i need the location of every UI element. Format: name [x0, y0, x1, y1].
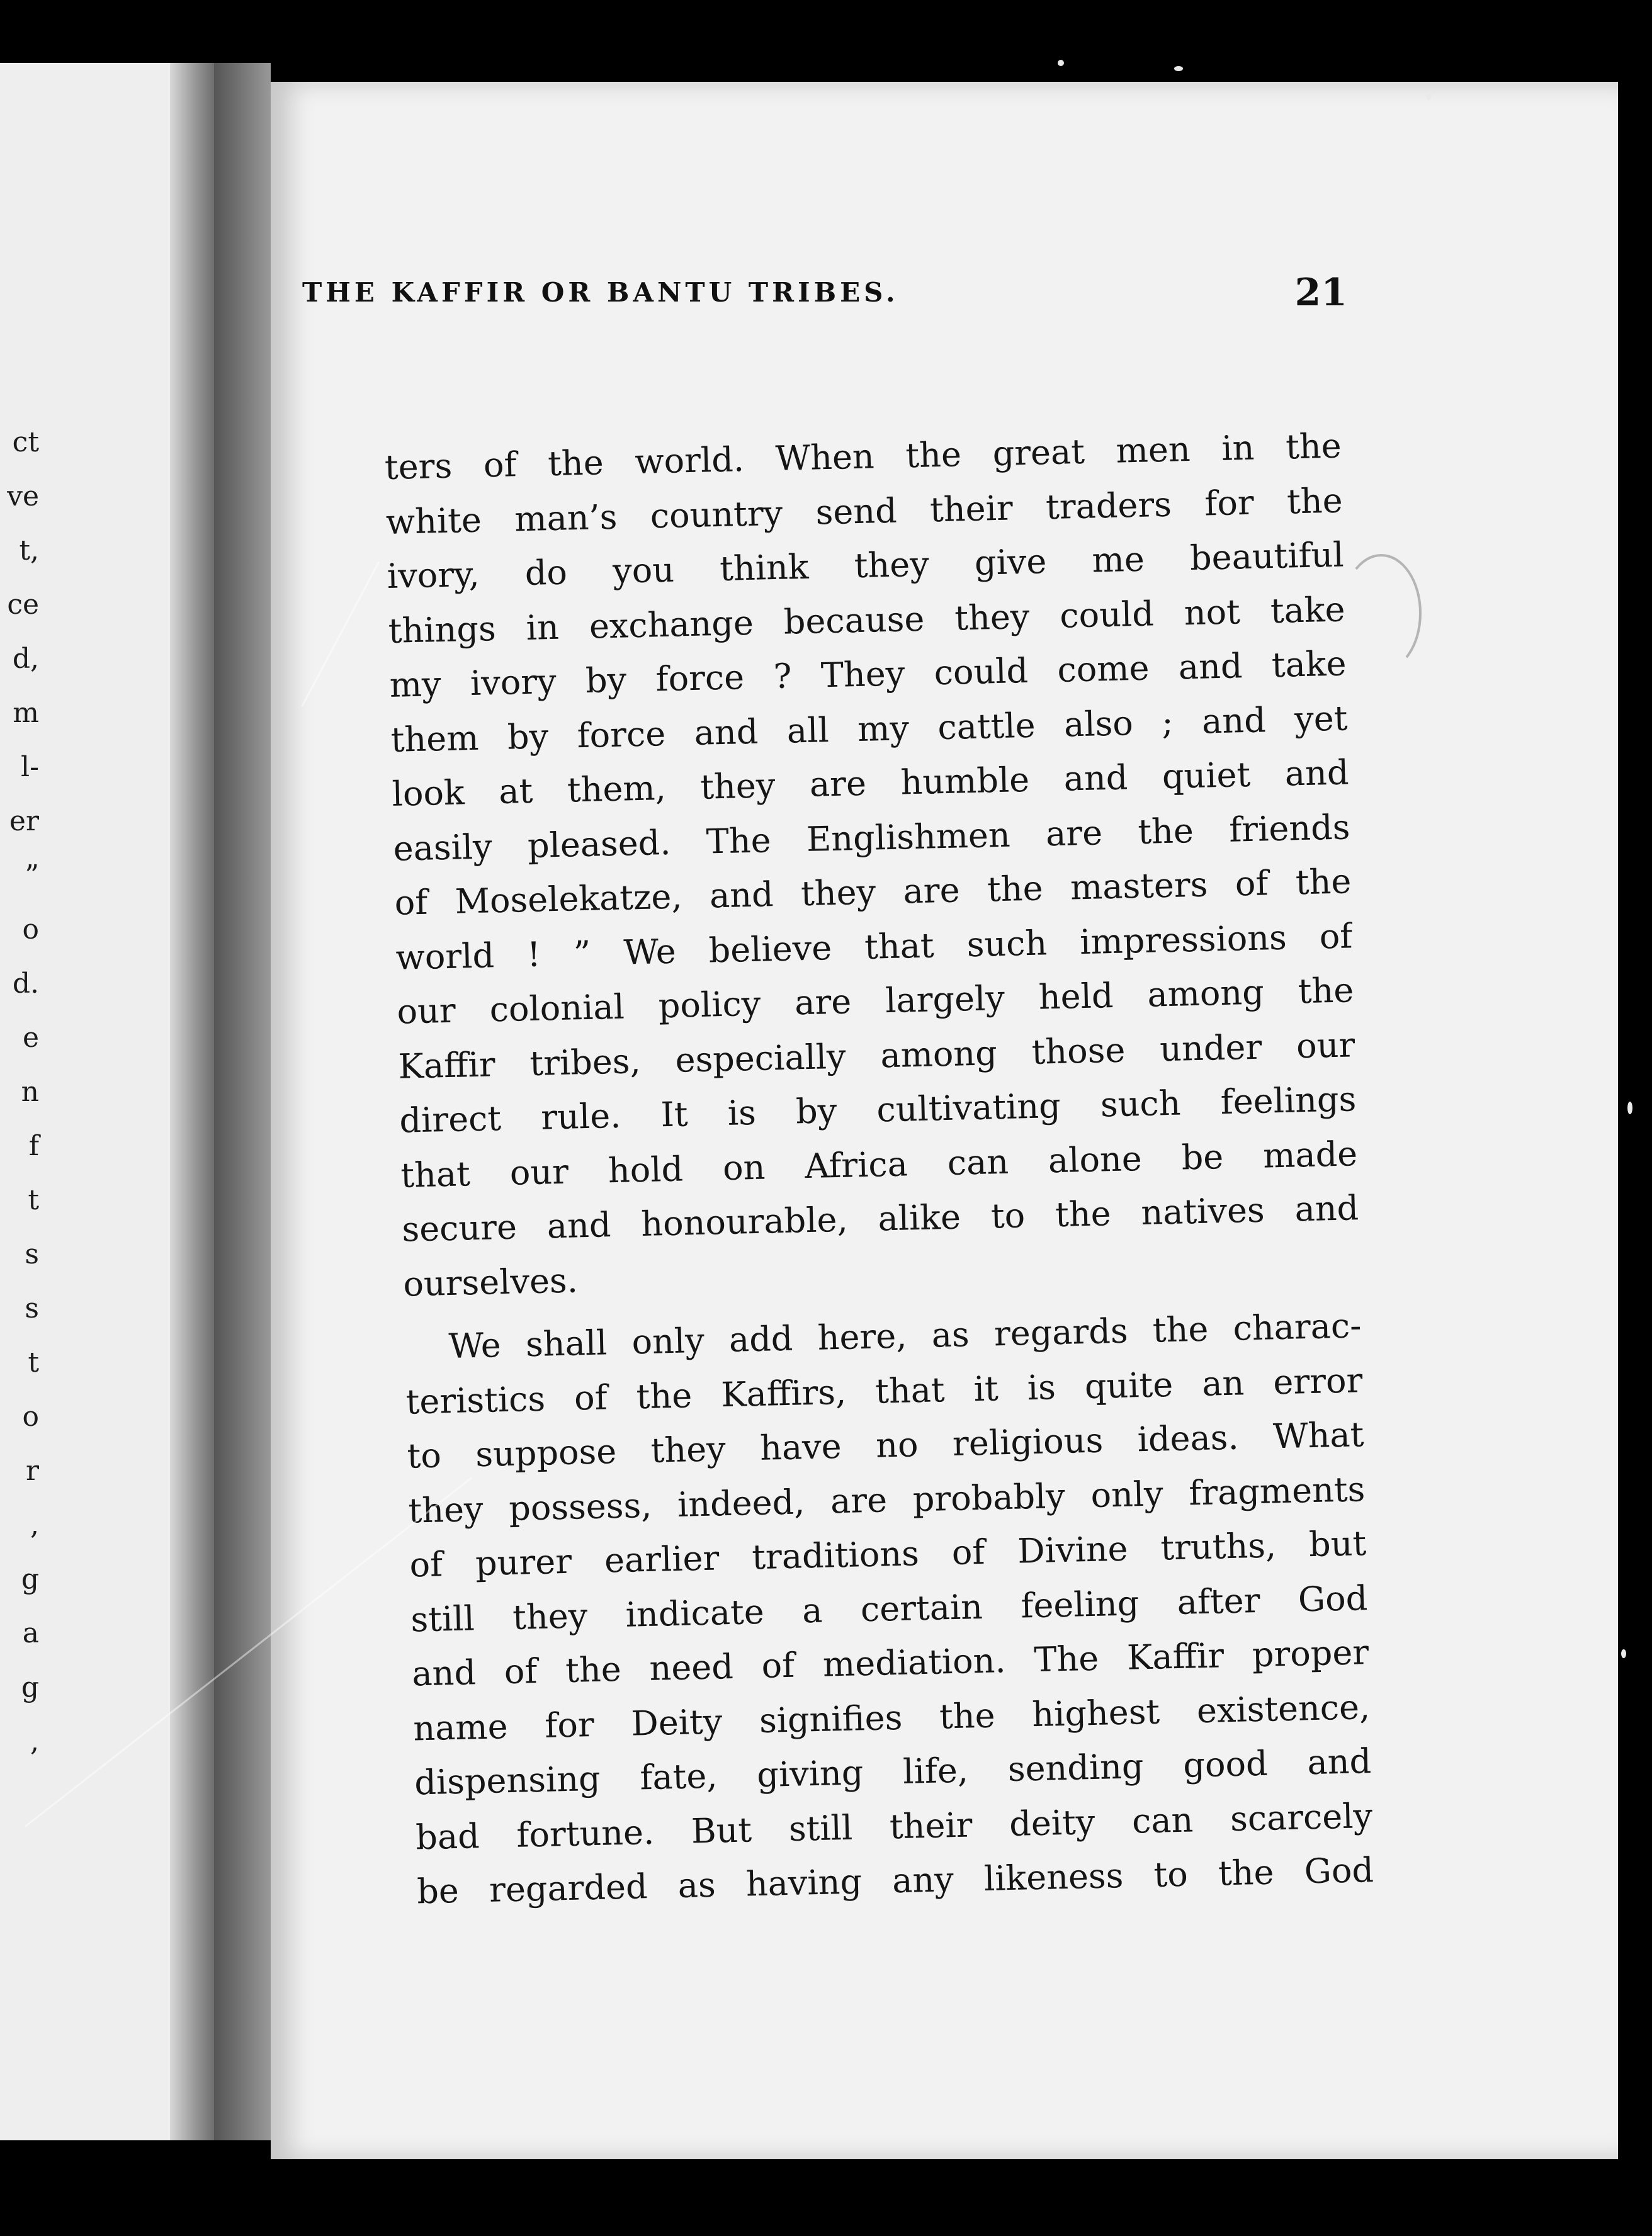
fragment-line: l- [21, 751, 39, 783]
text-line: that our hold on Africa can alone be made [400, 1133, 1358, 1195]
text-line: Kaffir tribes, especially among those under our [397, 1024, 1355, 1087]
fragment-line: r [25, 1455, 39, 1487]
text-line: they possess, indeed, are probably only fragments [407, 1469, 1366, 1531]
text-line: dispensing fate, giving life, sending good and [414, 1741, 1372, 1803]
text-line: secure and honourable, alike to the natives and [401, 1188, 1359, 1250]
paragraph [404, 1299, 1374, 1919]
film-smudge [1341, 554, 1422, 672]
text-line: easily pleased. The Englishmen are the friends [392, 806, 1351, 869]
running-head [302, 271, 1347, 327]
fragment-line: o [22, 1401, 39, 1433]
text-line: of purer earlier traditions of Divine truths, but [409, 1523, 1367, 1585]
fragment-line: ct [12, 426, 39, 458]
fragment-line: , [30, 1509, 39, 1541]
left-page-text-fragments [0, 415, 50, 1769]
text-line: our colonial policy are largely held among the [396, 970, 1354, 1032]
text-line: things in exchange because they could not take [388, 589, 1346, 651]
fragment-line: d, [12, 643, 39, 675]
left-page-edge-shadow [170, 63, 214, 2140]
fragment-line: ce [7, 589, 39, 621]
fragment-line: t [28, 1184, 39, 1216]
fragment-line: a [22, 1617, 39, 1649]
film-speck [1426, 91, 1432, 100]
text-line: still they indicate a certain feeling after God [410, 1578, 1368, 1640]
text-line: be regarded as having any likeness to the God [416, 1849, 1374, 1912]
fragment-line: e [22, 1022, 39, 1054]
fragment-line: g [21, 1563, 39, 1595]
fragment-line: f [28, 1130, 39, 1162]
text-line: name for Deity signifies the highest existence, [412, 1686, 1371, 1748]
fragment-line: ve [7, 480, 39, 512]
book-gutter [214, 63, 271, 2140]
text-line: of Moselekatze, and they are the masters of the [393, 861, 1352, 923]
fragment-line: n [21, 1076, 39, 1108]
text-line: We shall only add here, as regards the charac- [448, 1306, 1362, 1367]
film-speck [1058, 60, 1064, 66]
text-line: ivory, do you think they give me beautiful [387, 534, 1345, 596]
text-line: and of the need of mediation. The Kaffir proper [411, 1632, 1369, 1694]
film-speck [1174, 66, 1183, 71]
running-head-title: THE KAFFIR OR BANTU TRIBES. [302, 277, 899, 308]
fragment-line: d. [12, 968, 39, 1000]
text-line: bad fortune. But still their deity can scarcely [415, 1795, 1373, 1857]
fragment-line: er [9, 805, 39, 837]
film-speck [1621, 1649, 1626, 1658]
fragment-line: s [25, 1292, 39, 1324]
body-text [384, 419, 1374, 1919]
fragment-line: s [25, 1238, 39, 1270]
text-line: direct rule. It is by cultivating such feelings [399, 1079, 1357, 1141]
fragment-line: m [13, 697, 39, 729]
fragment-line: t [28, 1347, 39, 1379]
text-line: ourselves. [402, 1260, 579, 1304]
page-number: 21 [1294, 271, 1347, 315]
film-speck [1627, 1102, 1632, 1114]
text-line: ters of the world. When the great men in the [384, 426, 1342, 487]
text-line: world ! ” We believe that such impressions of [395, 915, 1353, 978]
text-line: my ivory by force ? They could come and take [389, 643, 1347, 705]
text-line: look at them, they are humble and quiet and [392, 752, 1350, 814]
text-line: white man’s country send their traders for the [385, 480, 1344, 542]
fragment-line: o [22, 913, 39, 946]
text-line: them by force and all my cattle also ; and yet [390, 697, 1349, 760]
paragraph [384, 419, 1361, 1312]
text-line: to suppose they have no religious ideas. What [406, 1414, 1364, 1476]
fragment-line: g [21, 1671, 39, 1703]
fragment-line: , [30, 1725, 39, 1758]
fragment-line: ” [25, 859, 39, 891]
left-page [0, 63, 214, 2140]
fragment-line: t, [19, 534, 39, 567]
text-line: teristics of the Kaffirs, that it is quite an error [405, 1360, 1363, 1422]
